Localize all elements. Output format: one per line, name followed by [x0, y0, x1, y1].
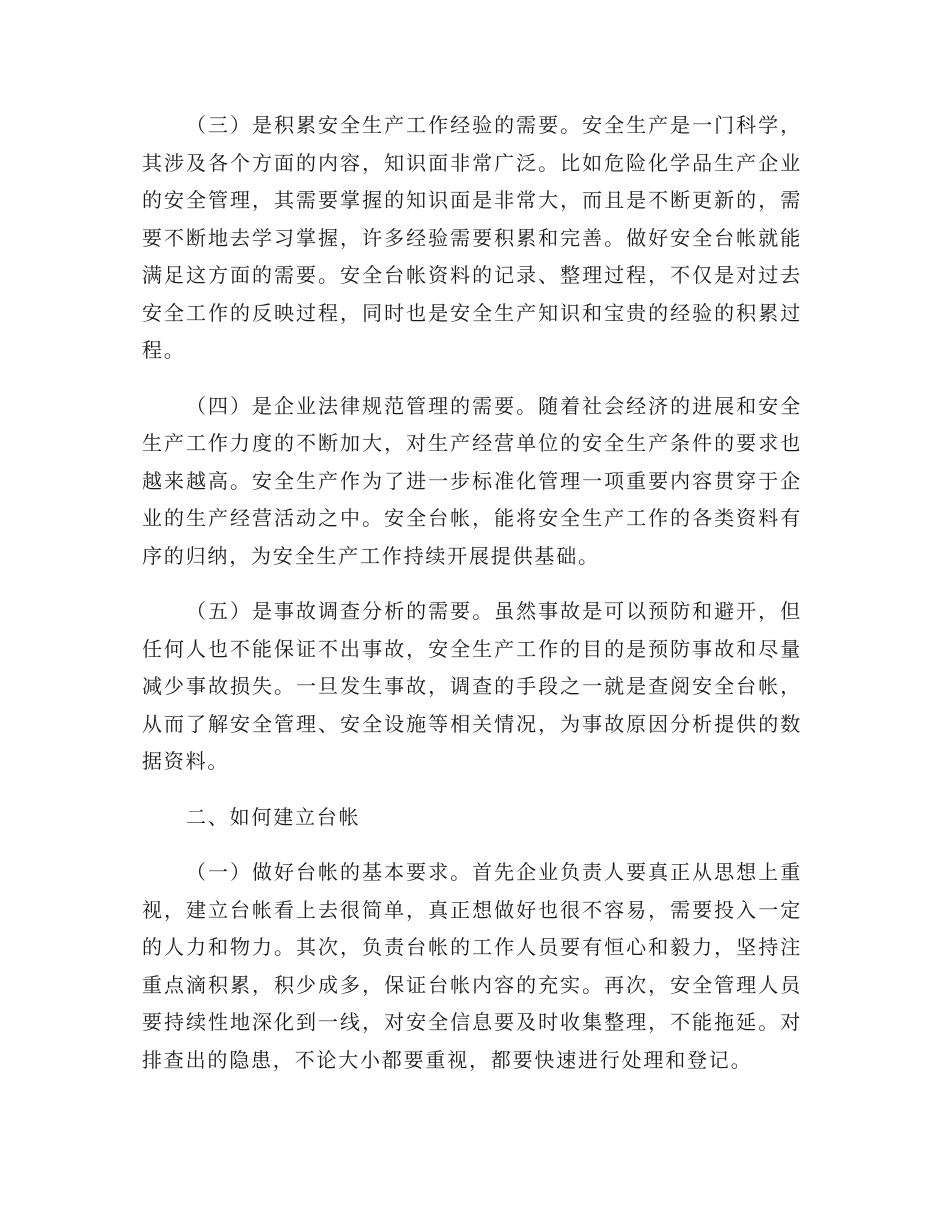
paragraph-basic-requirements: （一）做好台帐的基本要求。首先企业负责人要真正从思想上重视，建立台帐看上去很简单，真正想做好也很不容易，需要投入一定的人力和物力。其次，负责台帐的工作人员要有恒心和毅力，坚持注重点滴积累，积少成多，保证台帐内容的充实。再次，安全管理人员要持续性地深化到一线，对安全信息要及时收集整理，不能拖延。对排查出的隐患，不论大小都要重视，都要快速进行处理和登记。 [142, 860, 802, 1072]
section-heading: 二、如何建立台帐 [186, 804, 361, 829]
document-body [142, 107, 802, 1097]
paragraph-4: （四）是企业法律规范管理的需要。随着社会经济的进展和安全生产工作力度的不断加大，对生产经营单位的安全生产条件的要求也越来越高。安全生产作为了进一步标准化管理一项重要内容贯穿于企业的生产经营活动之中。安全台帐，能将安全生产工作的各类资料有序的归纳，为安全生产工作持续开展提供基础。 [142, 393, 802, 568]
paragraph-5: （五）是事故调查分析的需要。虽然事故是可以预防和避开，但任何人也不能保证不出事故，安全生产工作的目的是预防事故和尽量减少事故损失。一旦发生事故，调查的手段之一就是查阅安全台帐，从而了解安全管理、安全设施等相关情况，为事故原因分析提供的数据资料。 [142, 599, 802, 773]
paragraph-3: （三）是积累安全生产工作经验的需要。安全生产是一门科学，其涉及各个方面的内容，知识面非常广泛。比如危险化学品生产企业的安全管理，其需要掌握的知识面是非常大，而且是不断更新的，需要不断地去学习掌握，许多经验需要积累和完善。做好安全台帐就能满足这方面的需要。安全台帐资料的记录、整理过程，不仅是对过去安全工作的反映过程，同时也是安全生产知识和宝贵的经验的积累过程。 [142, 113, 802, 362]
